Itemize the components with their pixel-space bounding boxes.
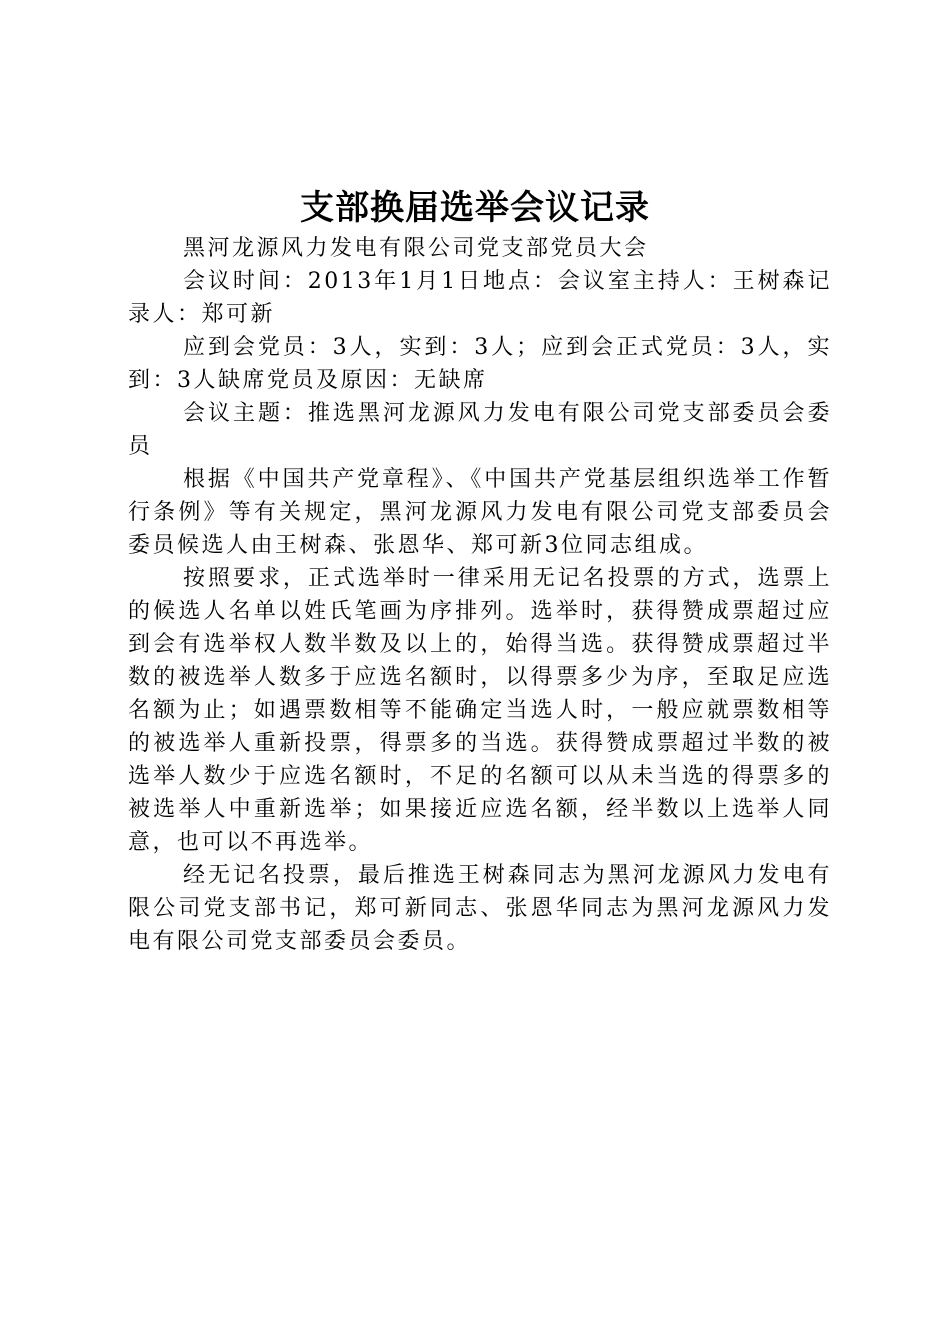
paragraph-meeting-name: 黑河龙源风力发电有限公司党支部党员大会: [183, 236, 649, 261]
paragraph-meeting-time-place: 会议时间：2013年1月1日地点：会议室主持人：王树森记录人：郑可新: [128, 269, 832, 327]
paragraph-attendance: 应到会党员：3人，实到：3人；应到会正式党员：3人，实到：3人缺席党员及原因：无缺席: [128, 335, 832, 393]
document-title: 支部换届选举会议记录: [300, 188, 650, 228]
paragraph-candidates: 根据《中国共产党章程》、《中国共产党基层组织选举工作暂行条例》等有关规定，黑河龙源风力发电有限公司党支部委员会委员候选人由王树森、张恩华、郑可新3位同志组成。: [128, 467, 832, 558]
document-body: [128, 232, 832, 958]
paragraph-meeting-topic: 会议主题：推选黑河龙源风力发电有限公司党支部委员会委员: [128, 401, 832, 459]
paragraph-election-result: 经无记名投票，最后推选王树森同志为黑河龙源风力发电有限公司党支部书记，郑可新同志、张恩华同志为黑河龙源风力发电有限公司党支部委员会委员。: [128, 863, 832, 954]
paragraph-election-rules: 按照要求，正式选举时一律采用无记名投票的方式，选票上的候选人名单以姓氏笔画为序排列。选举时，获得赞成票超过应到会有选举权人数半数及以上的，始得当选。获得赞成票超过半数的被选举人数多于应选名额时，以得票多少为序，至取足应选名额为止；如遇票数相等不能确定当选人时，一般应就票数相等的被选举人重新投票，得票多的当选。获得赞成票超过半数的被选举人数少于应选名额时，不足的名额可以从未当选的得票多的被选举人中重新选举；如果接近应选名额，经半数以上选举人同意，也可以不再选举。: [128, 566, 832, 855]
